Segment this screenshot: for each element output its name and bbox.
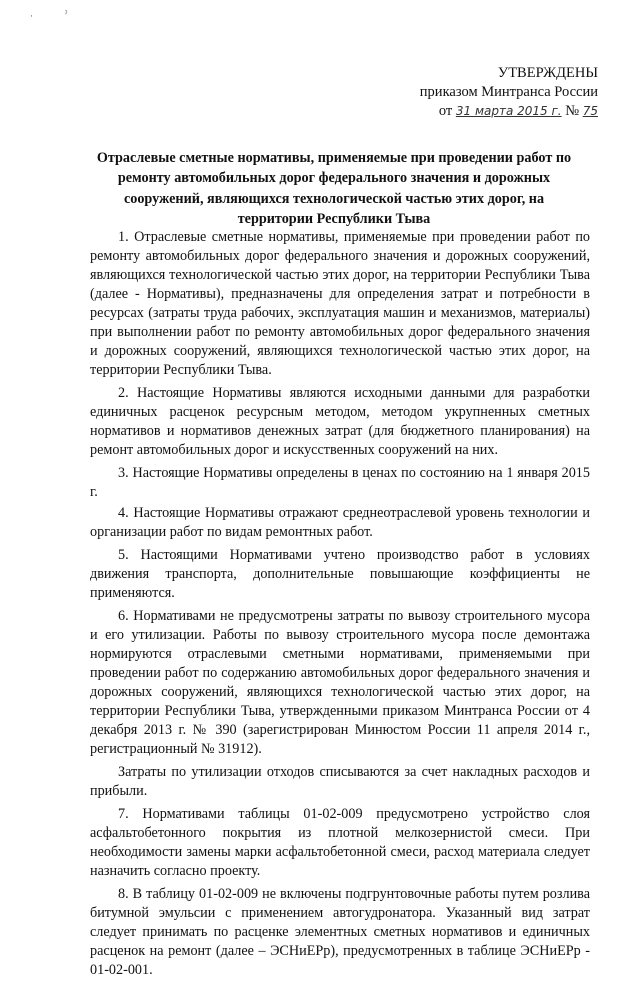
paragraph-6: 6. Нормативами не предусмотрены затраты по вывозу строительного мусора и его утилизации. Работы по вывозу строительного мусора после демонтажа нормируются отраслевыми сметными нормативами, применяемыми при проведении работ по содержанию автомобильных дорог федерального значения и дорожных сооружений, являющихся технологической частью этих дорог, на территории Республики Тыва, утвержденными приказом Минтранса России от 4 декабря 2013 г. № 390 (зарегистрирован Минюстом России 11 апреля 2014 г., регистрационный № 31912). xyxy=(90,608,590,757)
document-body xyxy=(90,228,590,984)
document-title: Отраслевые сметные нормативы, применяемые при проведении работ по ремонту автомобильных дорог федерального значения и дорожных сооружений, являющихся технологической частью этих дорог, на территории Республики Тыва xyxy=(96,150,572,227)
paragraph-4: 4. Настоящие Нормативы отражают среднеотраслевой уровень технологии и организации работ по видам ремонтных работ. xyxy=(90,505,590,540)
paragraph-5: 5. Настоящими Нормативами учтено производство работ в условиях движения транспорта, дополнительные повышающие коэффициенты не применяются. xyxy=(90,547,590,601)
paragraph-6-note: Затраты по утилизации отходов списываются за счет накладных расходов и прибыли. xyxy=(90,764,590,799)
approval-title: УТВЕРЖДЕНЫ xyxy=(497,65,598,81)
date-prefix: от xyxy=(438,103,453,119)
handwritten-date: 31 марта 2015 г. xyxy=(455,104,562,118)
handwritten-number: 75 xyxy=(582,104,598,118)
paragraph-8: 8. В таблицу 01-02-009 не включены подгрунтовочные работы путем розлива битумной эмульсии с применением автогудронатора. Указанный вид затрат следует принимать по расценке элементных сметных нормативов и единичных расценок на ремонт (далее – ЭСНиЕРр), предусмотренных в таблице ЭСНиЕРр - 01-02-001. xyxy=(90,886,590,978)
paragraph-3: 3. Настоящие Нормативы определены в ценах по состоянию на 1 января 2015 г. xyxy=(90,465,590,500)
scan-speck: · xyxy=(30,11,33,21)
number-prefix: № xyxy=(565,103,580,119)
paragraph-2: 2. Настоящие Нормативы являются исходными данными для разработки единичных расценок ресурсным методом, методом укрупненных сметных нормативов и нормативов денежных затрат (для бюджетного планирования) на ремонт автомобильных дорог и искусственных сооружений на них. xyxy=(90,385,590,458)
approval-order: приказом Минтранса России xyxy=(419,84,598,100)
approval-block xyxy=(0,64,598,121)
approval-date-line xyxy=(0,102,598,121)
paragraph-7: 7. Нормативами таблицы 01-02-009 предусмотрено устройство слоя асфальтобетонного покрытия из плотной мелкозернистой смеси. При необходимости замены марки асфальтобетонной смеси, расход материала следует назначить согласно проекту. xyxy=(90,806,590,879)
scan-speck: ˀ xyxy=(65,9,68,19)
paragraph-1: 1. Отраслевые сметные нормативы, применяемые при проведении работ по ремонту автомобильных дорог федерального значения и дорожных сооружений, являющихся технологической частью этих дорог, на территории Республики Тыва (далее - Нормативы), предназначены для определения затрат и потребности в ресурсах (затраты труда рабочих, эксплуатация машин и механизмов, материалы) при выполнении работ по ремонту автомобильных дорог федерального значения и дорожных сооружений, являющихся технологической частью этих дорог, на территории Республики Тыва. xyxy=(90,229,590,378)
